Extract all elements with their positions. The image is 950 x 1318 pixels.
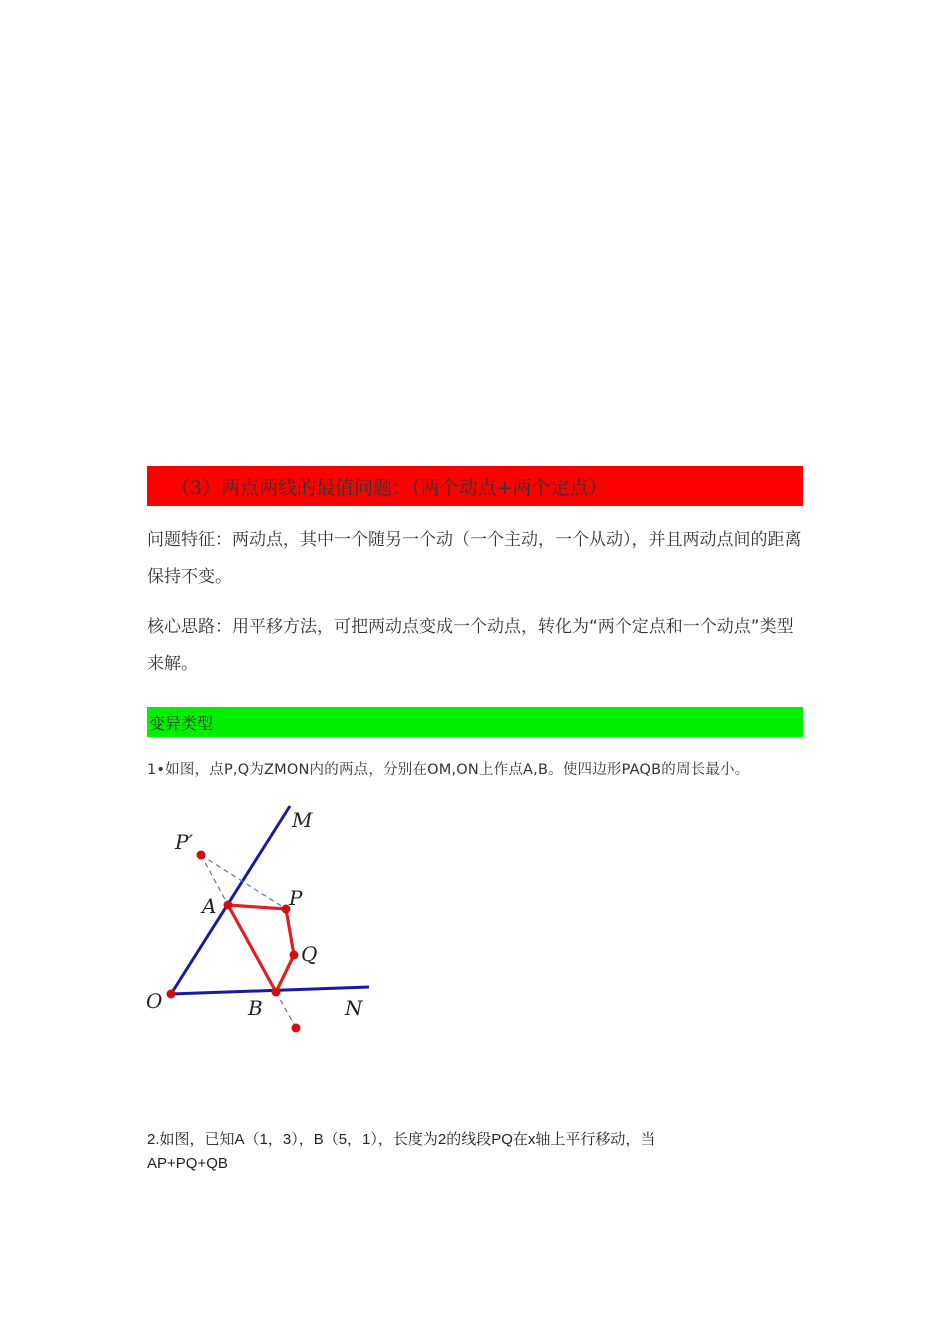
label-m: M [292,808,313,832]
core-idea: 核心思路：用平移方法，可把两动点变成一个动点，转化为“两个定点和一个动点”类型来解。 [147,617,794,674]
question-1-text: 1•如图，点P,Q为ZMON内的两点，分别在OM,ON上作点A,B。使四边形PAQB的周长最小。 [147,762,750,778]
question-1-figure [140,795,390,1045]
question-2-line-1: 2.如图，已知A（1，3），B（5，1），长度为2的线段PQ在x轴上平行移动，当 [147,1131,656,1148]
label-p-prime: P′ [175,830,193,854]
point-p-prime [197,851,206,860]
variant-heading-text: 变异类型 [149,713,214,733]
label-o: O [146,989,163,1013]
point-o [167,990,176,999]
point-q [290,951,299,960]
question-2-line-2: AP+PQ+QB [147,1155,228,1172]
label-p: P [289,886,303,910]
ray-on [171,987,369,994]
dashed-b-reflection [276,992,296,1028]
quadrilateral-pa-qb [228,905,294,992]
label-a: A [202,894,217,918]
point-a [224,901,233,910]
label-q: Q [301,942,318,966]
variant-heading [147,707,803,737]
section-heading [147,466,803,506]
section-heading-text: （3）两点两线的最值问题：（两个动点+两个定点） [171,476,608,499]
label-n: N [345,996,363,1020]
point-b [272,988,281,997]
problem-features: 问题特征：两动点，其中一个随另一个动（一个主动，一个从动），并且两动点间的距离保持不变。 [147,530,802,587]
label-b: B [248,996,263,1020]
point-reflection-q [292,1024,301,1033]
question-2-text [147,1128,655,1176]
